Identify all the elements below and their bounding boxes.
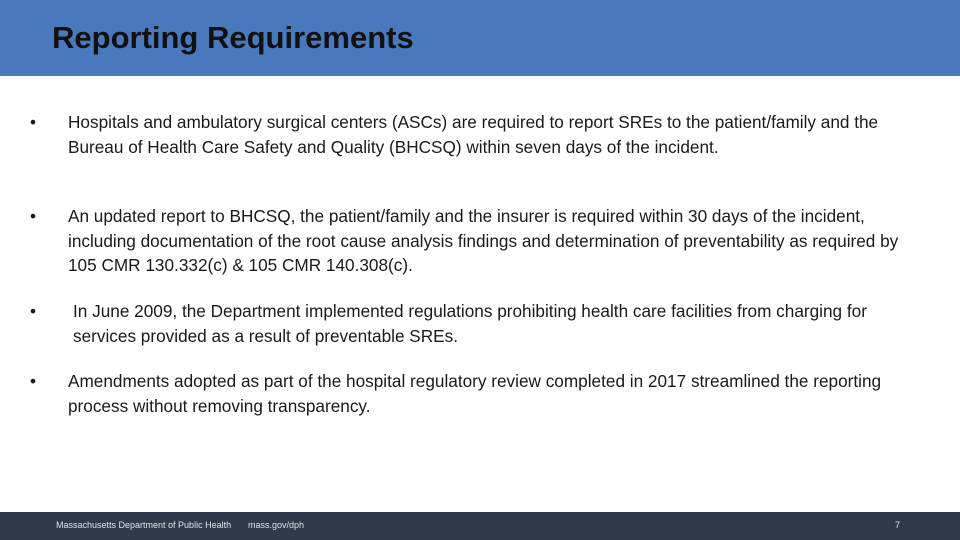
bullet-icon: •: [30, 301, 37, 321]
bullet-item: [30, 369, 910, 418]
bullet-icon: •: [30, 371, 37, 391]
bullet-text: An updated report to BHCSQ, the patient/family and the insurer is required within 30 days of the incident, including documentation of the root cause analysis findings and determination of preventability as required by 105 CMR 130.332(c) & 105 CMR 140.308(c).: [68, 206, 899, 275]
bullet-icon: •: [30, 206, 37, 226]
slide-title: Reporting Requirements: [52, 20, 414, 55]
bullet-text: In June 2009, the Department implemented regulations prohibiting health care facilities from charging for services provided as a result of preventable SREs.: [73, 301, 867, 346]
page-number: 7: [894, 520, 900, 530]
bullet-item: [30, 204, 910, 278]
bullet-icon: •: [30, 112, 37, 132]
bullet-item: [30, 110, 910, 159]
footer-organization: Massachusetts Department of Public Health: [56, 520, 232, 530]
footer-bar: [0, 512, 960, 540]
bullet-text: Amendments adopted as part of the hospital regulatory review completed in 2017 streamlined the reporting process without removing transparency.: [68, 371, 882, 416]
footer-url[interactable]: mass.gov/dph: [248, 520, 305, 530]
bullet-item: [30, 299, 910, 348]
bullet-text: Hospitals and ambulatory surgical centers (ASCs) are required to report SREs to the patient/family and the Bureau of Health Care Safety and Quality (BHCSQ) within seven days of the incident.: [68, 112, 879, 157]
